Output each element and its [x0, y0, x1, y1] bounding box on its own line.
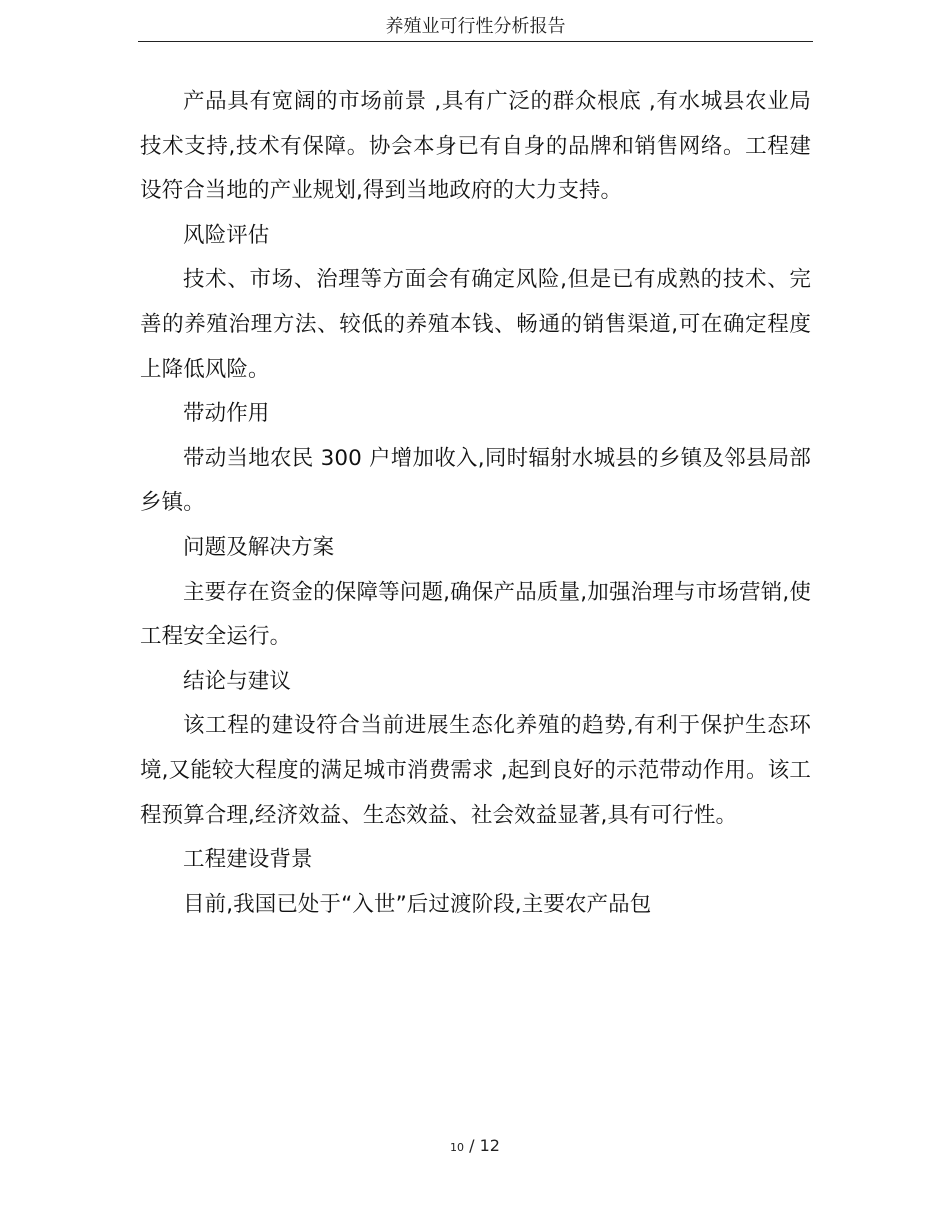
running-header [138, 14, 813, 42]
paragraph-market-prospects: 产品具有宽阔的市场前景 ,具有广泛的群众根底 ,有水城县农业局技术支持,技术有保障。协会本身已有自身的品牌和销售网络。工程建设符合当地的产业规划,得到当地政府的大力支持。 [140, 89, 811, 204]
total-page-count: 12 [479, 1136, 500, 1155]
section-heading-risk-assessment: 风险评估 [183, 222, 270, 248]
paragraph-problems-solutions: 主要存在资金的保障等问题,确保产品质量,加强治理与市场营销,使工程安全运行。 [140, 579, 811, 650]
section-heading-problems-solutions: 问题及解决方案 [183, 534, 335, 560]
section-heading-project-background: 工程建设背景 [183, 847, 313, 873]
current-page-number: 10 [450, 1141, 465, 1154]
paragraph-conclusion: 该工程的建设符合当前进展生态化养殖的趋势,有利于保护生态环境,又能较大程度的满足城市消费需求 ,起到良好的示范带动作用。该工程预算合理,经济效益、生态效益、社会效益显著,具有可行性。 [140, 713, 811, 828]
page-number [0, 1136, 950, 1158]
body-text [140, 80, 811, 927]
section-heading-conclusion: 结论与建议 [183, 668, 292, 694]
paragraph-driving-effect: 带动当地农民 300 户增加收入,同时辐射水城县的乡镇及邻县局部乡镇。 [140, 445, 811, 516]
paragraph-project-background: 目前,我国已处于“入世”后过渡阶段,主要农产品包 [183, 891, 652, 917]
header-title: 养殖业可行性分析报告 [385, 16, 566, 37]
section-heading-driving-effect: 带动作用 [183, 401, 270, 427]
paragraph-risk-assessment: 技术、市场、治理等方面会有确定风险,但是已有成熟的技术、完善的养殖治理方法、较低的养殖本钱、畅通的销售渠道,可在确定程度上降低风险。 [140, 267, 811, 382]
page-number-separator: / [464, 1136, 480, 1155]
